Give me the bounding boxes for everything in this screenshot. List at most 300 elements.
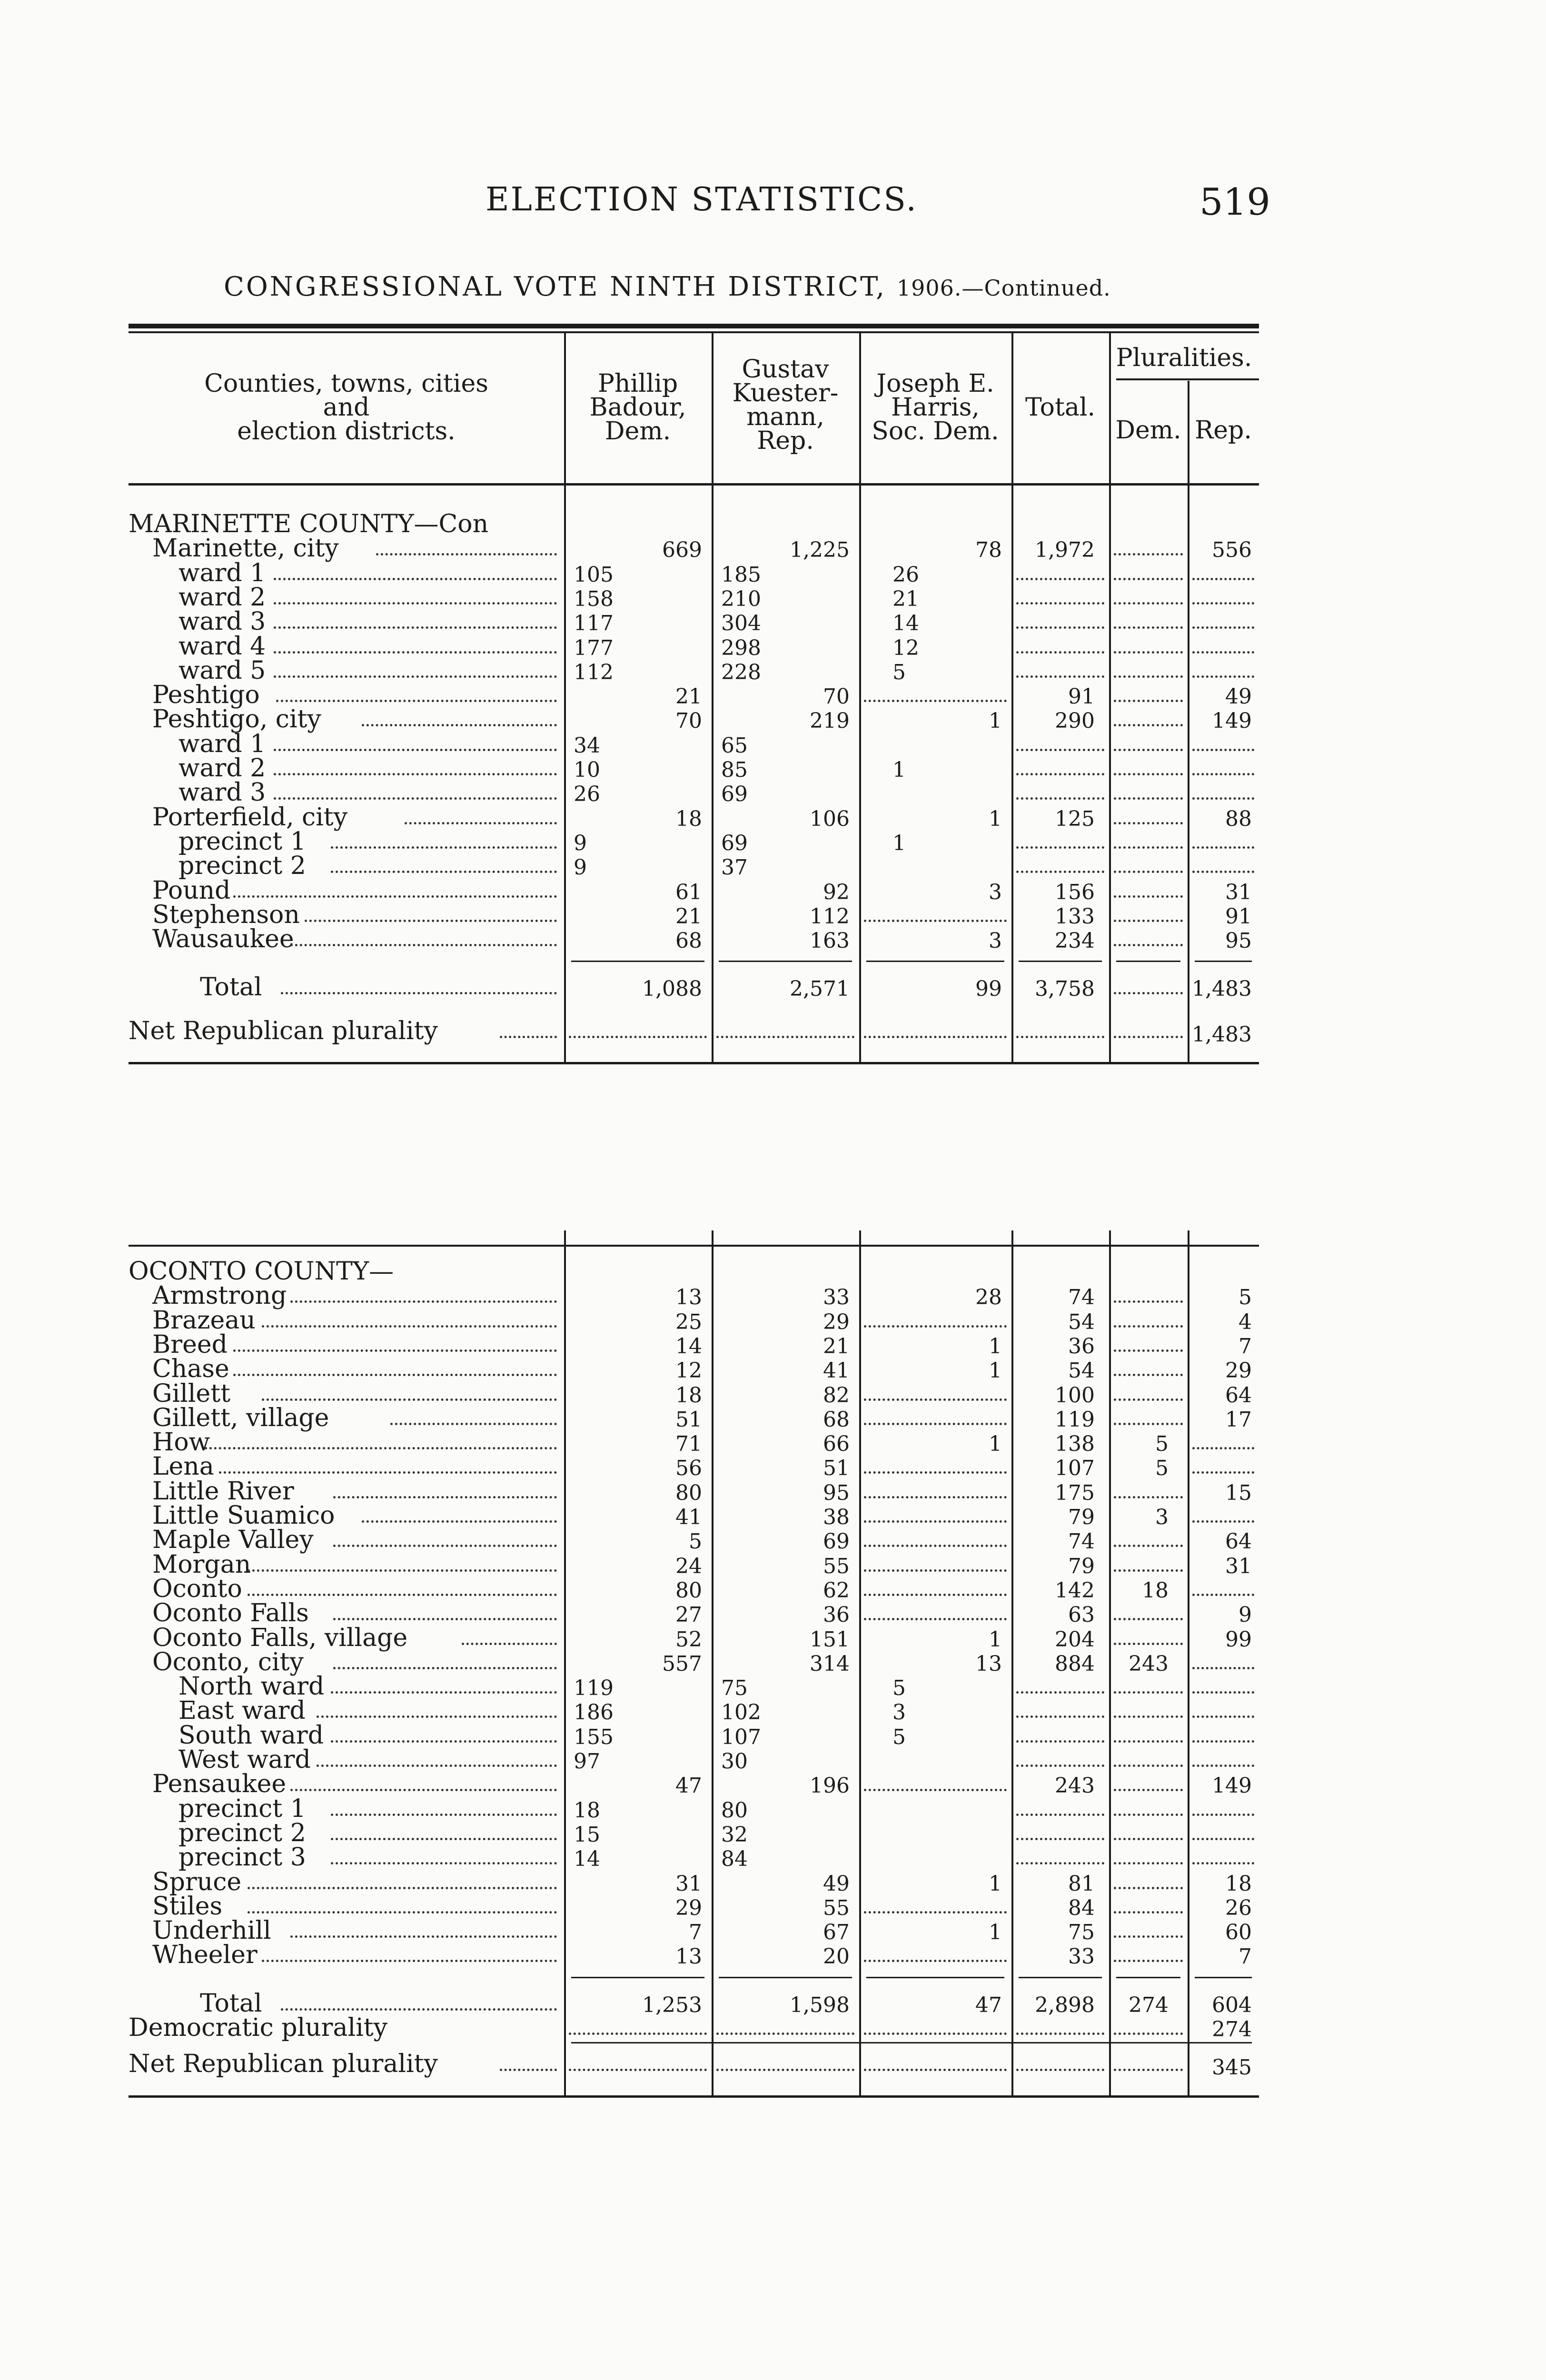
leader-dots (405, 822, 557, 824)
row-name: Oconto Falls (152, 1599, 309, 1628)
column-divider (564, 483, 566, 1062)
sub-badour-value: 186 (574, 1700, 614, 1725)
pluralities-rule (1116, 378, 1259, 380)
page-number: 519 (1199, 181, 1270, 224)
page-header (0, 181, 1546, 238)
leader-dots (1016, 1740, 1104, 1743)
leader-dots (331, 1838, 557, 1840)
header-badour-line: Badour, (589, 393, 686, 422)
kuestermann-value: 55 (823, 1554, 850, 1578)
harris-value: 1 (989, 1359, 1002, 1383)
leader-dots (362, 1520, 557, 1523)
total-rule (1195, 961, 1252, 962)
header-column-divider (1011, 333, 1013, 483)
sub-badour-value: 97 (574, 1749, 600, 1774)
leader-dots (1192, 773, 1254, 775)
row-name: ward 3 (178, 778, 266, 807)
leader-dots (331, 1862, 557, 1864)
column-divider (1109, 1230, 1111, 2095)
kuestermann-value: 55 (823, 1895, 850, 1920)
total-value: 1,972 (1035, 538, 1095, 563)
leader-dots (1016, 651, 1104, 654)
total-value: 175 (1055, 1480, 1095, 1505)
leader-dots (248, 1887, 557, 1889)
header-column-divider (1109, 333, 1111, 483)
leader-dots (331, 1740, 557, 1743)
leader-dots (274, 675, 557, 678)
sub-badour-value: 117 (574, 611, 614, 636)
sub-harris-value: 5 (892, 1725, 906, 1749)
badour-value: 51 (675, 1407, 702, 1432)
leader-dots (569, 2069, 707, 2071)
row-name: Little River (152, 1477, 294, 1506)
badour-value: 7 (689, 1920, 702, 1945)
leader-dots (1192, 578, 1254, 580)
row-name: Peshtigo, city (152, 705, 321, 734)
sub-kuestermann-value: 32 (721, 1822, 748, 1847)
leader-dots (1114, 1716, 1183, 1718)
kuestermann-value: 82 (823, 1383, 850, 1408)
leader-dots (1016, 871, 1104, 873)
rep-plurality-value: 64 (1225, 1383, 1252, 1408)
leader-dots (1016, 749, 1104, 751)
sub-badour-value: 112 (574, 660, 614, 684)
badour-value: 12 (675, 1359, 702, 1383)
badour-value: 21 (675, 904, 702, 929)
leader-dots (864, 1036, 1007, 1038)
leader-dots (248, 1911, 557, 1914)
total-value: 54 (1068, 1309, 1095, 1334)
sub-harris-value: 1 (892, 831, 906, 855)
leader-dots (1192, 1594, 1254, 1596)
badour-value: 80 (675, 1480, 702, 1505)
leader-dots (1114, 1765, 1183, 1767)
header-total: Total. (1025, 393, 1095, 422)
leader-dots (274, 797, 557, 800)
sub-kuestermann-value: 85 (721, 758, 748, 782)
leader-dots (1016, 2069, 1104, 2071)
leader-dots (1016, 1036, 1104, 1038)
total-value: 204 (1055, 1627, 1095, 1652)
sub-kuestermann-value: 304 (721, 611, 761, 636)
leader-dots (864, 1398, 1007, 1401)
rep-plurality-value: 149 (1212, 1774, 1252, 1798)
harris-value: 13 (975, 1651, 1002, 1676)
leader-dots (1192, 1814, 1254, 1816)
leader-dots (716, 1036, 854, 1038)
row-name: precinct 2 (178, 1818, 306, 1847)
total-kuestermann-value: 1,598 (790, 1993, 850, 2017)
leader-dots (1192, 626, 1254, 629)
total-rule (1195, 1977, 1252, 1978)
dem-plurality-value: 243 (1129, 1651, 1169, 1676)
harris-value: 3 (989, 880, 1002, 904)
sub-badour-value: 10 (574, 758, 600, 782)
table-top-rule-thin (129, 331, 1259, 333)
header-places-line: election districts. (237, 417, 456, 446)
leader-dots (1192, 871, 1254, 873)
total-value: 33 (1068, 1944, 1095, 1969)
leader-dots (290, 944, 557, 946)
leader-dots (1192, 1740, 1254, 1743)
total-label: Total (200, 973, 262, 1002)
leader-dots (1192, 1667, 1254, 1669)
sub-kuestermann-value: 84 (721, 1847, 748, 1872)
leader-dots (500, 1036, 557, 1038)
badour-value: 29 (675, 1895, 702, 1920)
sub-harris-value: 3 (892, 1700, 906, 1725)
kuestermann-value: 38 (823, 1505, 850, 1529)
leader-dots (333, 1496, 557, 1498)
total-rule (719, 961, 852, 962)
leader-dots (1114, 1814, 1183, 1816)
sub-badour-value: 26 (574, 782, 600, 807)
column-divider (1011, 483, 1013, 1062)
sub-badour-value: 9 (574, 831, 587, 855)
badour-value: 5 (689, 1529, 702, 1554)
header-places-line: and (323, 393, 370, 422)
leader-dots (1016, 773, 1104, 775)
kuestermann-value: 62 (823, 1578, 850, 1603)
sub-kuestermann-value: 298 (721, 635, 761, 660)
total-rep-value: 604 (1212, 1993, 1252, 2017)
harris-value: 1 (989, 1871, 1002, 1896)
rep-plurality-value: 7 (1239, 1944, 1252, 1969)
leader-dots (569, 2033, 707, 2035)
badour-value: 24 (675, 1554, 702, 1578)
badour-value: 68 (675, 929, 702, 953)
leader-dots (1114, 602, 1183, 605)
column-divider (712, 1230, 714, 2095)
leader-dots (1114, 651, 1183, 654)
leader-dots (274, 626, 557, 629)
sub-harris-value: 1 (892, 758, 906, 782)
header-column-divider (564, 333, 566, 483)
kuestermann-value: 41 (823, 1359, 850, 1383)
rep-plurality-value: 64 (1225, 1529, 1252, 1554)
header-bottom-rule (129, 483, 1259, 486)
header-kuestermann-line: Rep. (757, 426, 814, 455)
leader-dots (864, 920, 1007, 922)
kuestermann-value: 106 (810, 806, 850, 831)
sub-kuestermann-value: 75 (721, 1676, 748, 1701)
leader-dots (864, 1496, 1007, 1498)
badour-value: 18 (675, 806, 702, 831)
kuestermann-value: 151 (810, 1627, 850, 1652)
net-republican-plurality-value: 345 (1212, 2055, 1252, 2080)
leader-dots (462, 1643, 557, 1645)
sub-harris-value: 12 (892, 635, 919, 660)
sub-badour-value: 9 (574, 855, 587, 880)
header-kuestermann-line: Gustav (742, 355, 829, 384)
row-name: North ward (178, 1672, 325, 1701)
total-value: 84 (1068, 1895, 1095, 1920)
sub-badour-value: 34 (574, 733, 600, 758)
leader-dots (1192, 749, 1254, 751)
row-name: Chase (152, 1355, 229, 1384)
leader-dots (281, 992, 557, 994)
row-name: precinct 2 (178, 852, 306, 881)
rep-plurality-value: 9 (1239, 1603, 1252, 1627)
row-name: Porterfield, city (152, 803, 348, 832)
leader-dots (333, 1667, 557, 1669)
rep-plurality-value: 149 (1212, 709, 1252, 734)
kuestermann-value: 33 (823, 1285, 850, 1310)
total-badour-value: 1,088 (642, 977, 702, 1002)
harris-value: 3 (989, 929, 1002, 953)
badour-value: 14 (675, 1334, 702, 1359)
leader-dots (1192, 1447, 1254, 1449)
leader-dots (864, 1618, 1007, 1620)
section-bottom-rule (129, 2095, 1259, 2098)
total-harris-value: 47 (975, 1993, 1002, 2017)
row-name: Underhill (152, 1916, 271, 1945)
harris-value: 1 (989, 709, 1002, 734)
leader-dots (1192, 1862, 1254, 1864)
kuestermann-value: 163 (810, 929, 850, 953)
leader-dots (1192, 651, 1254, 654)
leader-dots (1114, 626, 1183, 629)
kuestermann-value: 66 (823, 1432, 850, 1457)
leader-dots (864, 1423, 1007, 1425)
leader-dots (262, 1398, 557, 1401)
dem-plurality-value: 3 (1155, 1505, 1169, 1529)
total-value: 125 (1055, 806, 1095, 831)
leader-dots (331, 1691, 557, 1694)
leader-dots (864, 2069, 1007, 2071)
header-kuestermann-line: mann, (746, 403, 824, 431)
leader-dots (864, 1789, 1007, 1791)
header-dem: Dem. (1115, 416, 1181, 445)
kuestermann-value: 20 (823, 1944, 850, 1969)
total-value: 75 (1068, 1920, 1095, 1945)
harris-value: 1 (989, 1334, 1002, 1359)
subtitle-year: 1906.—Continued. (896, 275, 1111, 301)
leader-dots (305, 920, 557, 922)
leader-dots (290, 1789, 557, 1791)
row-name: Armstrong (152, 1281, 287, 1310)
badour-value: 80 (675, 1578, 702, 1603)
row-name: West ward (178, 1745, 311, 1774)
sub-kuestermann-value: 69 (721, 831, 748, 855)
row-name: Gillett (152, 1379, 230, 1408)
row-name: Pound (152, 876, 231, 905)
rep-plurality-value: 17 (1225, 1407, 1252, 1432)
leader-dots (390, 1423, 557, 1425)
leader-dots (233, 1374, 557, 1376)
total-value: 54 (1068, 1359, 1095, 1383)
leader-dots (1016, 2033, 1104, 2035)
leader-dots (864, 1594, 1007, 1596)
leader-dots (864, 1545, 1007, 1547)
leader-dots (1114, 846, 1183, 849)
column-divider (712, 483, 714, 1062)
sub-harris-value: 14 (892, 611, 919, 636)
rep-plurality-value: 556 (1212, 538, 1252, 563)
leader-dots (864, 1471, 1007, 1474)
subtitle-main: CONGRESSIONAL VOTE NINTH DISTRICT, (224, 271, 887, 302)
column-divider (1109, 483, 1111, 1062)
kuestermann-value: 196 (810, 1774, 850, 1798)
row-name: precinct 1 (178, 1794, 306, 1823)
sub-harris-value: 21 (892, 586, 919, 611)
leader-dots (248, 1594, 557, 1596)
leader-dots (1016, 626, 1104, 629)
row-name: Marinette, city (152, 534, 339, 563)
leader-dots (1114, 797, 1183, 800)
sub-kuestermann-value: 80 (721, 1798, 748, 1823)
total-value: 74 (1068, 1529, 1095, 1554)
badour-value: 31 (675, 1871, 702, 1896)
net-republican-plurality-value: 1,483 (1192, 1022, 1252, 1047)
kuestermann-value: 21 (823, 1334, 850, 1359)
harris-value: 78 (975, 538, 1002, 563)
oconto-county-heading: OCONTO COUNTY— (129, 1257, 394, 1286)
row-name: Oconto Falls, village (152, 1623, 408, 1652)
leader-dots (1016, 675, 1104, 678)
rep-plurality-value: 4 (1239, 1309, 1252, 1334)
row-name: Stiles (152, 1892, 223, 1921)
total-value: 74 (1068, 1285, 1095, 1310)
badour-value: 71 (675, 1432, 702, 1457)
total-total-value: 3,758 (1035, 977, 1095, 1002)
leader-dots (1114, 871, 1183, 873)
total-value: 156 (1055, 880, 1095, 904)
leader-dots (864, 1960, 1007, 1962)
column-divider (1188, 1230, 1189, 2095)
kuestermann-value: 68 (823, 1407, 850, 1432)
row-name: Breed (152, 1330, 228, 1359)
total-badour-value: 1,253 (642, 1993, 702, 2017)
row-name: ward 2 (178, 754, 266, 783)
kuestermann-value: 69 (823, 1529, 850, 1554)
row-name: Morgan (152, 1550, 251, 1579)
header-places-line: Counties, towns, cities (204, 369, 488, 398)
leader-dots (500, 2069, 557, 2071)
rep-plurality-value: 49 (1225, 684, 1252, 709)
kuestermann-value: 219 (810, 709, 850, 734)
total-rule (1116, 961, 1180, 962)
header-pluralities: Pluralities. (1116, 344, 1252, 372)
harris-value: 1 (989, 1432, 1002, 1457)
leader-dots (864, 700, 1007, 702)
leader-dots (864, 1569, 1007, 1572)
leader-dots (290, 1935, 557, 1938)
total-value: 138 (1055, 1432, 1095, 1457)
kuestermann-value: 314 (810, 1651, 850, 1676)
leader-dots (1016, 1691, 1104, 1694)
sub-kuestermann-value: 69 (721, 782, 748, 807)
leader-dots (205, 1447, 557, 1449)
sub-harris-value: 5 (892, 1676, 906, 1701)
leader-dots (274, 773, 557, 775)
leader-dots (864, 1911, 1007, 1914)
kuestermann-value: 67 (823, 1920, 850, 1945)
leader-dots (1016, 797, 1104, 800)
row-name: Maple Valley (152, 1526, 314, 1555)
section-bottom-rule (129, 1062, 1259, 1064)
sub-badour-value: 177 (574, 635, 614, 660)
kuestermann-value: 51 (823, 1456, 850, 1481)
rep-plurality-value: 31 (1225, 880, 1252, 904)
badour-value: 47 (675, 1774, 702, 1798)
leader-dots (1192, 846, 1254, 849)
header-harris-line: Joseph E. (876, 369, 994, 398)
democratic-plurality-value: 274 (1212, 2017, 1252, 2042)
leader-dots (1114, 1691, 1183, 1694)
row-name: Spruce (152, 1867, 242, 1896)
rep-plurality-value: 15 (1225, 1480, 1252, 1505)
leader-dots (317, 1765, 557, 1767)
row-name: ward 5 (178, 656, 266, 685)
leader-dots (362, 724, 557, 726)
leader-dots (317, 1716, 557, 1718)
leader-dots (331, 1814, 557, 1816)
leader-dots (716, 2033, 854, 2035)
rep-plurality-value: 99 (1225, 1627, 1252, 1652)
sub-badour-value: 15 (574, 1822, 600, 1847)
row-name: Brazeau (152, 1306, 256, 1335)
column-divider (859, 1230, 861, 2095)
sub-kuestermann-value: 210 (721, 586, 761, 611)
leader-dots (274, 602, 557, 605)
row-name: South ward (178, 1721, 324, 1750)
header-badour-line: Phillip (597, 369, 678, 398)
badour-value: 56 (675, 1456, 702, 1481)
total-value: 234 (1055, 929, 1095, 953)
row-name: ward 3 (178, 607, 266, 636)
total-rule (571, 1977, 704, 1978)
rep-plurality-value: 5 (1239, 1285, 1252, 1310)
kuestermann-value: 36 (823, 1603, 850, 1627)
leader-dots (1192, 1691, 1254, 1694)
leader-dots (1192, 797, 1254, 800)
row-name: Wausaukee (152, 925, 294, 954)
header-harris-line: Harris, (891, 393, 980, 422)
net-republican-plurality-label: Net Republican plurality (129, 1016, 438, 1045)
column-divider (564, 1230, 566, 2095)
kuestermann-value: 29 (823, 1309, 850, 1334)
total-value: 79 (1068, 1554, 1095, 1578)
rep-plurality-value: 91 (1225, 904, 1252, 929)
leader-dots (274, 749, 557, 751)
sub-harris-value: 5 (892, 660, 906, 684)
badour-value: 13 (675, 1285, 702, 1310)
kuestermann-value: 92 (823, 880, 850, 904)
total-rule (719, 1977, 852, 1978)
column-divider (1188, 483, 1189, 1062)
row-name: ward 4 (178, 632, 266, 661)
rep-plurality-value: 26 (1225, 1895, 1252, 1920)
sub-badour-value: 18 (574, 1798, 600, 1823)
kuestermann-value: 1,225 (790, 538, 850, 563)
sub-kuestermann-value: 102 (721, 1700, 761, 1725)
leader-dots (1114, 1862, 1183, 1864)
leader-dots (1016, 846, 1104, 849)
row-name: Wheeler (152, 1941, 258, 1970)
sub-badour-value: 119 (574, 1676, 614, 1701)
leader-dots (1192, 1765, 1254, 1767)
kuestermann-value: 112 (810, 904, 850, 929)
dem-plurality-value: 5 (1155, 1432, 1169, 1457)
sub-badour-value: 14 (574, 1847, 600, 1872)
badour-value: 13 (675, 1944, 702, 1969)
leader-dots (1192, 1520, 1254, 1523)
total-value: 290 (1055, 709, 1095, 734)
total-rule (866, 961, 1004, 962)
table-top-rule (129, 324, 1259, 328)
leader-dots (1114, 578, 1183, 580)
